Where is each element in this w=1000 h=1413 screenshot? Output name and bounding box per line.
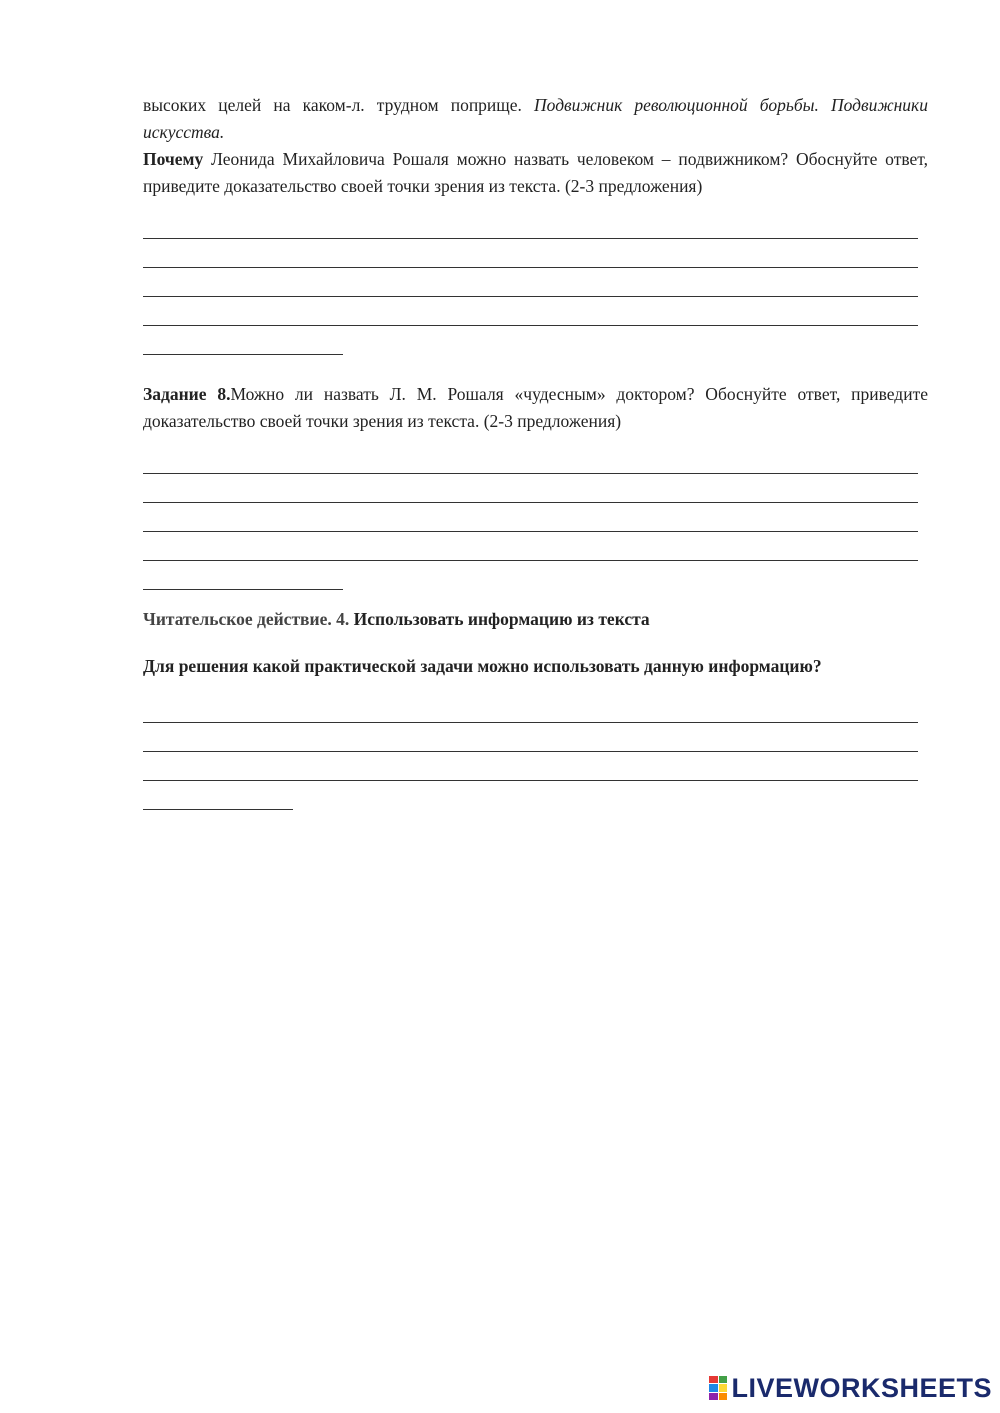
answer-line[interactable] bbox=[143, 723, 918, 752]
answer-line[interactable] bbox=[143, 445, 918, 474]
answer-line[interactable] bbox=[143, 752, 918, 781]
task-8-paragraph bbox=[143, 381, 928, 435]
reading-action-heading bbox=[143, 606, 928, 633]
liveworksheets-logo[interactable] bbox=[709, 1373, 992, 1403]
answer-lines-2 bbox=[143, 445, 928, 590]
logo-text: LIVEWORKSHEETS bbox=[731, 1372, 992, 1403]
task-8-text: Можно ли назвать Л. М. Рошаля «чудесным» доктором? Обоснуйте ответ, приведите доказательство своей точки зрения из текста. (2-3 предложения) bbox=[143, 384, 928, 431]
answer-line[interactable] bbox=[143, 781, 293, 810]
answer-lines-3 bbox=[143, 694, 928, 810]
practical-question: Для решения какой практической задачи можно использовать данную информацию? bbox=[143, 656, 822, 676]
logo-square bbox=[719, 1376, 728, 1383]
answer-line[interactable] bbox=[143, 503, 918, 532]
answer-line[interactable] bbox=[143, 474, 918, 503]
reading-action-prefix: Читательское действие. 4. bbox=[143, 609, 354, 629]
task-8-label: Задание 8. bbox=[143, 384, 231, 404]
logo-icon bbox=[709, 1376, 727, 1400]
worksheet-page bbox=[143, 92, 928, 810]
logo-square bbox=[709, 1376, 718, 1383]
definition-paragraph bbox=[143, 92, 928, 146]
definition-example: Подвижник революционной борьбы. Подвижники искусства. bbox=[143, 95, 928, 142]
answer-lines-1 bbox=[143, 210, 928, 355]
answer-line[interactable] bbox=[143, 239, 918, 268]
answer-line[interactable] bbox=[143, 561, 343, 590]
logo-square bbox=[719, 1393, 728, 1400]
question-paragraph bbox=[143, 146, 928, 200]
reading-action-title: Использовать информацию из текста bbox=[353, 609, 650, 629]
question-keyword: Почему bbox=[143, 149, 204, 169]
definition-text: высоких целей на каком-л. трудном поприще. bbox=[143, 95, 535, 115]
answer-line[interactable] bbox=[143, 326, 343, 355]
answer-line[interactable] bbox=[143, 210, 918, 239]
logo-square bbox=[709, 1393, 718, 1400]
logo-square bbox=[719, 1384, 728, 1391]
logo-square bbox=[709, 1384, 718, 1391]
answer-line[interactable] bbox=[143, 297, 918, 326]
answer-line[interactable] bbox=[143, 268, 918, 297]
answer-line[interactable] bbox=[143, 694, 918, 723]
question-text: Леонида Михайловича Рошаля можно назвать человеком – подвижником? Обоснуйте ответ, приведите доказательство своей точки зрения из текста. (2-3 предложения) bbox=[143, 149, 928, 196]
answer-line[interactable] bbox=[143, 532, 918, 561]
